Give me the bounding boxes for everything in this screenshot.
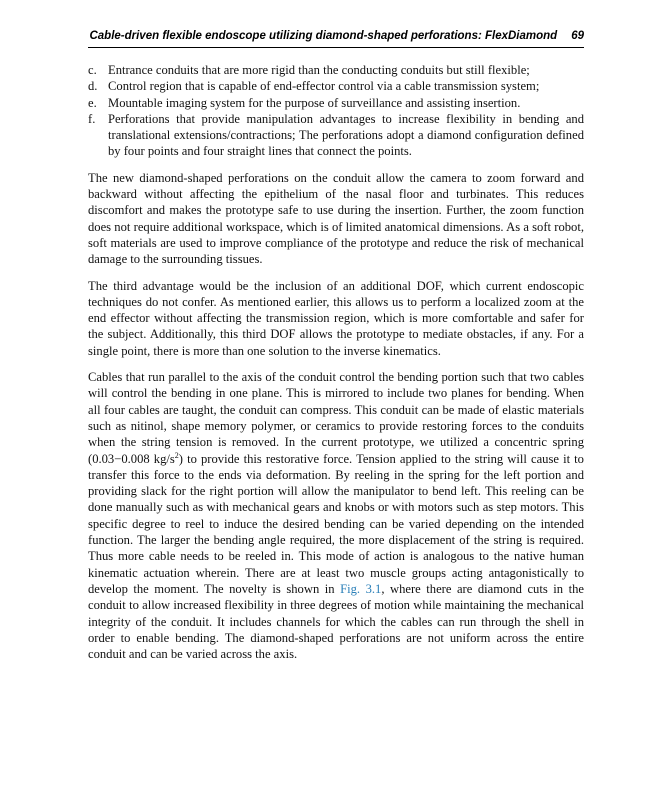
list-item-text: Perforations that provide manipulation advantages to increase flexibility in bending and translational extensions/contractions; The perforations adopt a diamond configuration defined by four points and four straight lines that connect the points. [108, 111, 584, 159]
list-item-text: Mountable imaging system for the purpose of surveillance and assisting insertion. [108, 95, 521, 110]
paragraph-zoom: The new diamond-shaped perforations on the conduit allow the camera to zoom forward and backward without affecting the epithelium of the nasal floor and turbinates. This reduces discomfort and makes the prototype safe to use during the insertion. Further, the zoom function does not require additional workspace, which is of limited anatomical dimensions. As a soft robot, soft materials are used to improve compliance of the prototype and reduce the risk of mechanical damage to the surrounding tissues. [88, 170, 584, 267]
running-title: Cable-driven flexible endoscope utilizing diamond-shaped perforations: FlexDiamond [89, 30, 558, 42]
list-item-text: Entrance conduits that are more rigid than the conducting conduits but still flexible; [108, 63, 530, 77]
paragraph-cables-part-3: , where there are diamond cuts in the conduit to allow increased flexibility in three degrees of motion while maintaining the mechanical integrity of the conduit. It includes channels for which the cables can run through the shell in order to enable bending. The diamond-shaped perforations are not uniform across the entire conduit and can be varied across the axis. [88, 581, 584, 662]
list-marker: c. [88, 63, 97, 77]
paragraph-cables-part-2: ) to provide this restorative force. Tension applied to the string will cause it to transfer this force to the ends via deformation. By reeling in the spring for the left portion and providing slack for the right portion will allow the manipulator to bend left. This reeling can be done manually such as with mechanical gears and knobs or with motors such as step motors. This specific degree to reel to induce the desired bending can be varied depending on the intended function. The larger the bending angle required, the more displacement of the string is required. Thus more cable needs to be reeled in. This mode of action is analogous to the native human kinematic actuation wherein. There are at least two muscle groups acting antagonistically to develop the moment. The novelty is shown in [88, 451, 584, 596]
body-text [88, 62, 584, 662]
paragraph-cables-part-1: Cables that run parallel to the axis of the conduit control the bending portion such that two cables will control the bending in one plane. This is mirrored to include two planes for bending. When all four cables are taught, the conduit can compress. This conduit can be made of elastic materials such as nitinol, shape memory polymer, or ceramics to provide restoring forces to the conduits when the string tension is removed. In the current prototype, we utilized a concentric spring (0.03−0.008 kg/s [88, 370, 584, 466]
list-marker: f. [88, 111, 96, 126]
list-marker: d. [88, 79, 98, 94]
superscript-exponent: 2 [174, 450, 179, 460]
list-item [88, 78, 584, 94]
list-item [88, 62, 584, 78]
running-header [88, 30, 584, 48]
figure-reference-link[interactable]: Fig. 3.1 [340, 581, 382, 596]
paragraph-cables [88, 369, 584, 662]
paragraph-third-dof: The third advantage would be the inclusion of an additional DOF, which current endoscopic techniques do not confer. As mentioned earlier, this allows us to perform a localized zoom at the end effector without affecting the transmission region, which is more comfortable and safer for the subject. Additionally, this third DOF allows the prototype to mediate obstacles, if any. For a single point, there is more than one solution to the inverse kinematics. [88, 278, 584, 358]
list-marker: e. [88, 95, 97, 110]
page-number: 69 [571, 30, 584, 42]
feature-list [88, 62, 584, 160]
list-item-text: Control region that is capable of end-effector control via a cable transmission system; [108, 79, 540, 94]
list-item [88, 111, 584, 160]
list-item [88, 95, 584, 111]
